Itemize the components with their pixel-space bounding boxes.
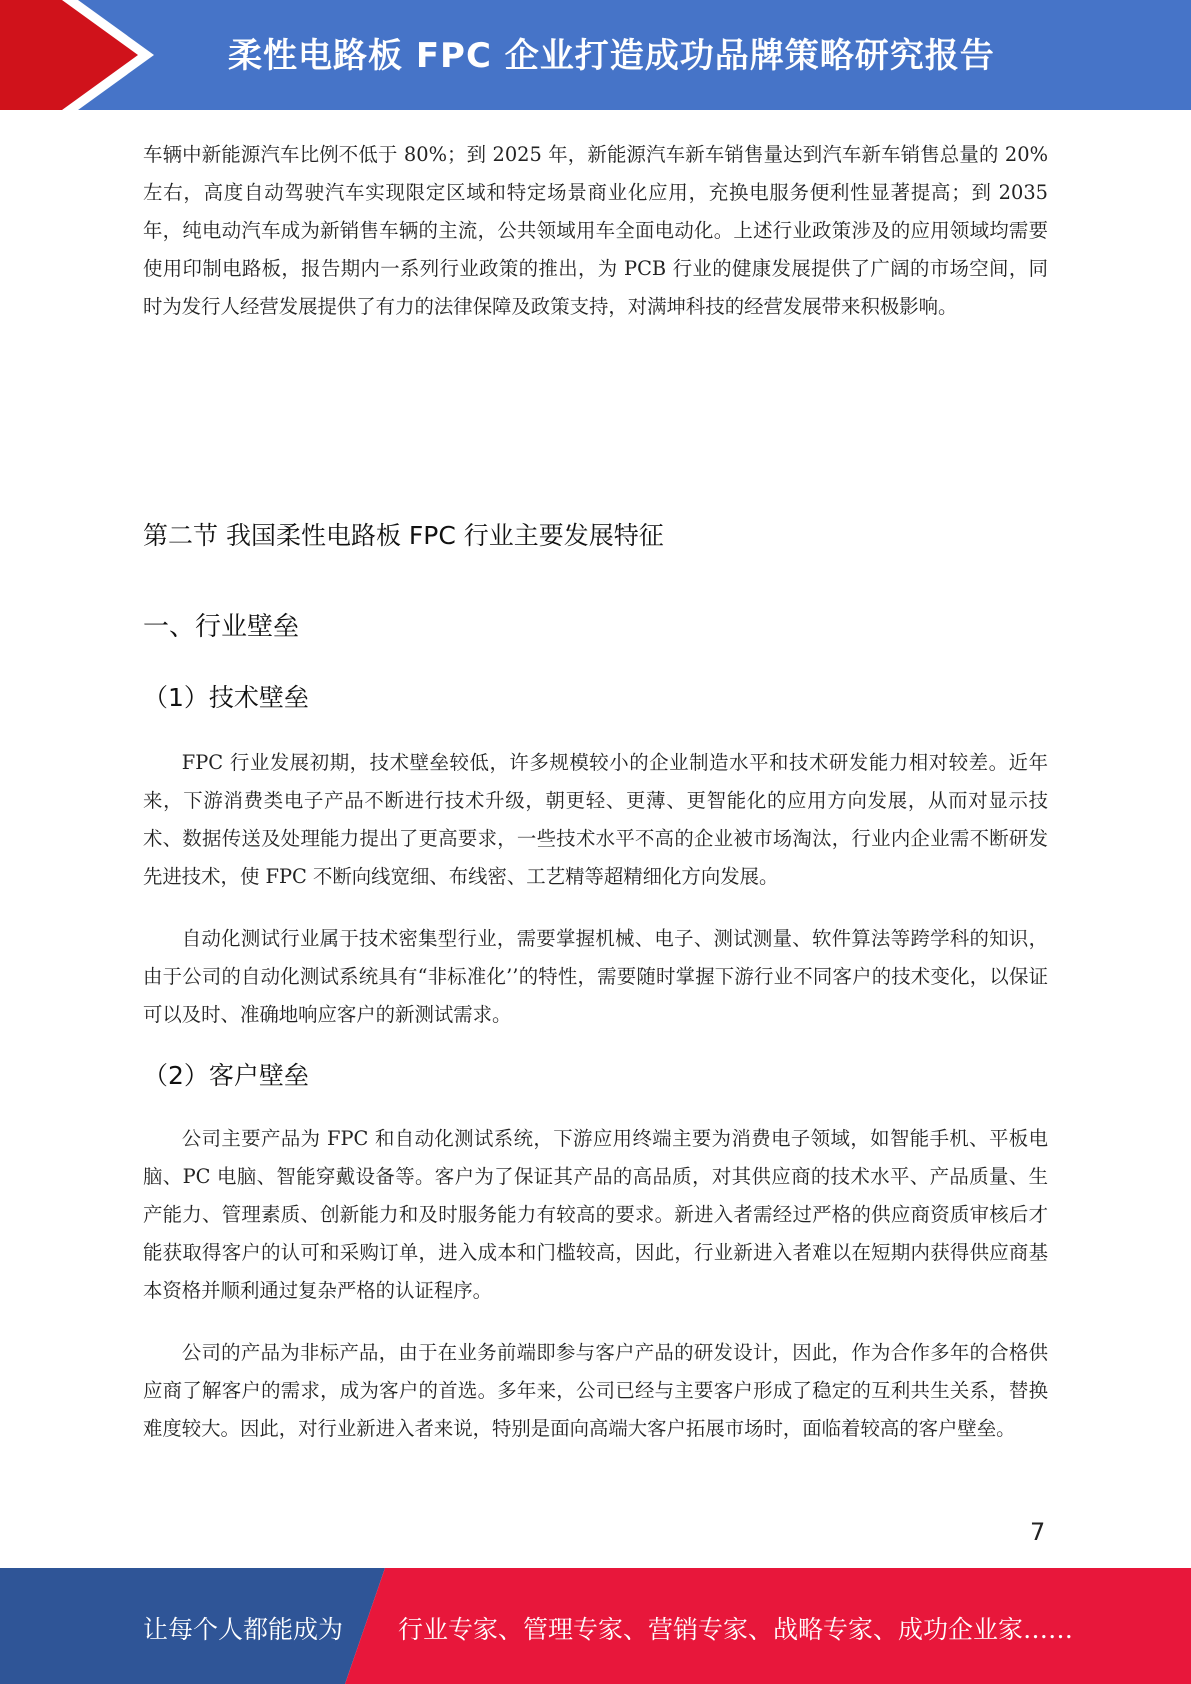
- footer-slogan-right: 行业专家、管理专家、营销专家、战略专家、成功企业家……: [398, 1615, 1074, 1644]
- page-footer: [0, 1568, 1191, 1684]
- customer-barrier-paragraph-1: 公司主要产品为 FPC 和自动化测试系统，下游应用终端主要为消费电子领域，如智能手机、平板电脑、PC 电脑、智能穿戴设备等。客户为了保证其产品的高品质，对其供应商的技术水平、产品质量、生产能力、管理素质、创新能力和及时服务能力有较高的要求。新进入者需经过严格的供应商资质审核后才能获取得客户的认可和采购订单，进入成本和门槛较高，因此，行业新进入者难以在短期内获得供应商基本资格并顺利通过复杂严格的认证程序。: [143, 1127, 1048, 1302]
- section-title: 第二节 我国柔性电路板 FPC 行业主要发展特征: [143, 521, 664, 550]
- intro-block: [143, 136, 1048, 326]
- customer-barrier-block: [143, 1120, 1048, 1448]
- customer-barrier-paragraph-2: 公司的产品为非标产品，由于在业务前端即参与客户产品的研发设计，因此，作为合作多年的合格供应商了解客户的需求，成为客户的首选。多年来，公司已经与主要客户形成了稳定的互利共生关系，替换难度较大。因此，对行业新进入者来说，特别是面向高端大客户拓展市场时，面临着较高的客户壁垒。: [143, 1341, 1048, 1440]
- footer-slogan-left: 让每个人都能成为: [143, 1615, 344, 1644]
- tech-barrier-paragraph-1: FPC 行业发展初期，技术壁垒较低，许多规模较小的企业制造水平和技术研发能力相对较差。近年来，下游消费类电子产品不断进行技术升级，朝更轻、更薄、更智能化的应用方向发展，从而对显示技术、数据传送及处理能力提出了更高要求，一些技术水平不高的企业被市场淘汰，行业内企业需不断研发先进技术，使 FPC 不断向线宽细、布线密、工艺精等超精细化方向发展。: [143, 751, 1048, 888]
- subsection-title: 一、行业壁垒: [143, 612, 300, 642]
- header-red-chevron: [0, 0, 148, 110]
- page-header: [0, 0, 1191, 110]
- tech-barrier-heading: （1）技术壁垒: [143, 683, 309, 712]
- report-title: 柔性电路板 FPC 企业打造成功品牌策略研究报告: [228, 36, 995, 76]
- intro-paragraph: 车辆中新能源汽车比例不低于 80%；到 2025 年，新能源汽车新车销售量达到汽车新车销售总量的 20%左右，高度自动驾驶汽车实现限定区域和特定场景商业化应用，充换电服务便利性显著提高；到 2035 年，纯电动汽车成为新销售车辆的主流，公共领域用车全面电动化。上述行业政策涉及的应用领域均需要使用印制电路板，报告期内一系列行业政策的推出，为 PCB 行业的健康发展提供了广阔的市场空间，同时为发行人经营发展提供了有力的法律保障及政策支持，对满坤科技的经营发展带来积极影响。: [143, 143, 1048, 318]
- tech-barrier-block: [143, 744, 1048, 1034]
- tech-barrier-paragraph-2: 自动化测试行业属于技术密集型行业，需要掌握机械、电子、测试测量、软件算法等跨学科的知识，由于公司的自动化测试系统具有“非标准化’’的特性，需要随时掌握下游行业不同客户的技术变化，以保证可以及时、准确地响应客户的新测试需求。: [143, 927, 1048, 1026]
- page-number: 7: [1030, 1518, 1046, 1546]
- customer-barrier-heading: （2）客户壁垒: [143, 1061, 309, 1090]
